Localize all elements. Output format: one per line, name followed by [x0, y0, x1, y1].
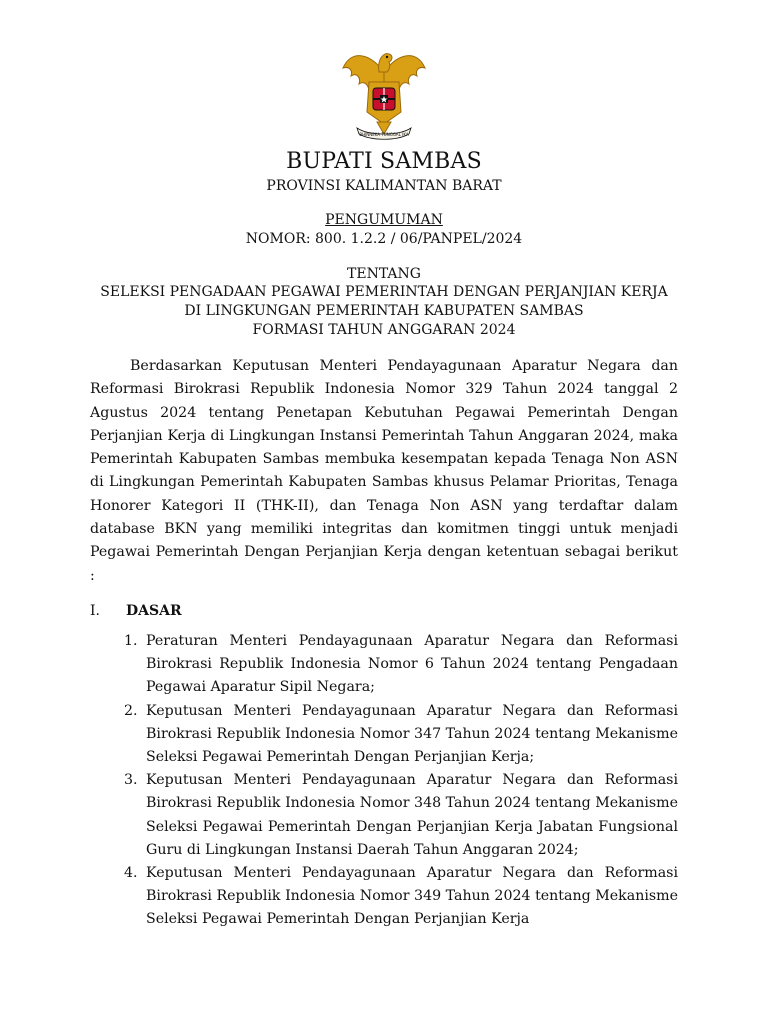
garuda-pancasila-emblem-icon [339, 42, 429, 142]
document-subtitle: PROVINSI KALIMANTAN BARAT [266, 178, 502, 194]
section-title: DASAR [126, 603, 182, 619]
list-item-text: Keputusan Menteri Pendayagunaan Aparatur Negara dan Reformasi Birokrasi Republik Indonesia Nomor 348 Tahun 2024 tentang Mekanisme Seleksi Pegawai Pemerintah Dengan Perjanjian Kerja Jabatan Fungsional Guru di Lingkungan Instansi Daerah Tahun Anggaran 2024; [146, 772, 678, 858]
announcement-number: NOMOR: 800. 1.2.2 / 06/PANPEL/2024 [245, 231, 523, 247]
list-item-text: Peraturan Menteri Pendayagunaan Aparatur Negara dan Reformasi Birokrasi Republik Indonesia Nomor 6 Tahun 2024 tentang Pengadaan Pegawai Aparatur Sipil Negara; [146, 633, 678, 696]
list-item-number: 2. [124, 702, 138, 719]
subject-line: FORMASI TAHUN ANGGARAN 2024 [252, 322, 516, 338]
list-item-number: 1. [124, 633, 138, 649]
announcement-subject [60, 283, 708, 340]
list-item [124, 700, 678, 770]
list-item-number: 3. [124, 772, 138, 789]
list-item [124, 769, 678, 862]
subject-line: SELEKSI PENGADAAN PEGAWAI PEMERINTAH DENGAN PERJANJIAN KERJA [100, 284, 668, 300]
list-item-text: Keputusan Menteri Pendayagunaan Aparatur Negara dan Reformasi Birokrasi Republik Indonesia Nomor 347 Tahun 2024 tentang Mekanisme Seleksi Pegawai Pemerintah Dengan Perjanjian Kerja; [146, 702, 678, 766]
intro-paragraph: Berdasarkan Keputusan Menteri Pendayagunaan Aparatur Negara dan Reformasi Birokrasi Republik Indonesia Nomor 329 Tahun 2024 tanggal 2 Agustus 2024 tentang Penetapan Kebutuhan Pegawai Pemerintah Dengan Perjanjian Kerja di Lingkungan Instansi Pemerintah Tahun Anggaran 2024, maka Pemerintah Kabupaten Sambas membuka kesempatan kepada Tenaga Non ASN di Lingkungan Pemerintah Kabupaten Sambas khusus Pelamar Prioritas, Tenaga Honorer Kategori II (THK-II), dan Tenaga Non ASN yang terdaftar dalam database BKN yang memiliki integritas dan komitmen tinggi untuk menjadi Pegawai Pemerintah Dengan Perjanjian Kerja dengan ketentuan sebagai berikut : [90, 358, 678, 584]
section-number: I. [90, 603, 100, 619]
announcement-about: TENTANG [347, 266, 421, 282]
list-item [124, 862, 678, 932]
subject-line: DI LINGKUNGAN PEMERINTAH KABUPATEN SAMBAS [184, 303, 584, 319]
document-title: BUPATI SAMBAS [286, 149, 482, 174]
list-item-number: 4. [124, 865, 138, 882]
emblem-motto: BHINNEKA TUNGGAL IKA [359, 132, 409, 137]
list-item-text: Keputusan Menteri Pendayagunaan Aparatur Negara dan Reformasi Birokrasi Republik Indonesia Nomor 349 Tahun 2024 tentang Mekanisme Seleksi Pegawai Pemerintah Dengan Perjanjian Kerja [146, 865, 678, 928]
announcement-label: PENGUMUMAN [325, 212, 443, 228]
list-item [124, 630, 678, 700]
legal-basis-list [124, 630, 678, 932]
